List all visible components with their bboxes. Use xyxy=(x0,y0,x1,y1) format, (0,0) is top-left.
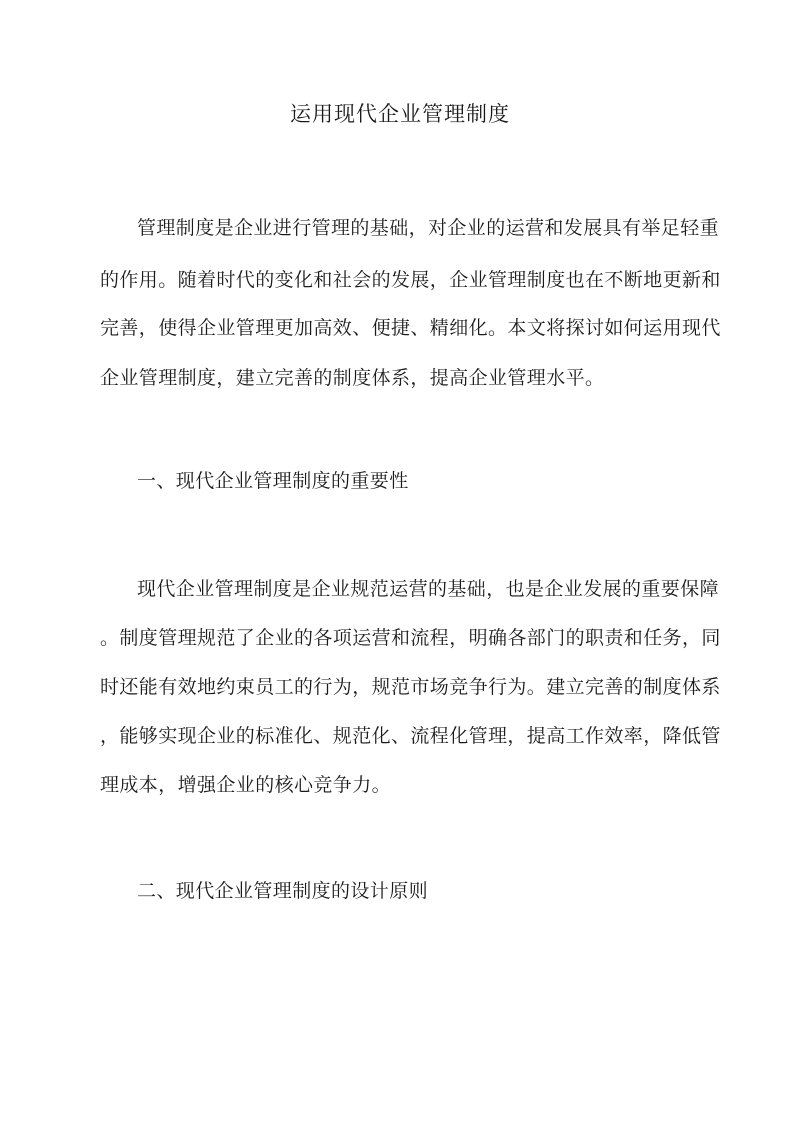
paragraph-line: 时还能有效地约束员工的行为，规范市场竞争行为。建立完善的制度体系 xyxy=(100,676,721,698)
paragraph-line: 现代企业管理制度是企业规范运营的基础，也是企业发展的重要保障 xyxy=(137,578,720,600)
paragraph-line: 的作用。随着时代的变化和社会的发展，企业管理制度也在不断地更新和 xyxy=(100,269,721,291)
section-heading-1: 一、现代企业管理制度的重要性 xyxy=(137,470,409,492)
paragraph-line: 企业管理制度，建立完善的制度体系，提高企业管理水平。 xyxy=(100,367,605,389)
paragraph-line: 完善，使得企业管理更加高效、便捷、精细化。本文将探讨如何运用现代 xyxy=(100,317,721,339)
document-title: 运用现代企业管理制度 xyxy=(290,102,510,126)
paragraph-line: 管理制度是企业进行管理的基础，对企业的运营和发展具有举足轻重 xyxy=(137,217,720,239)
paragraph-line: 。制度管理规范了企业的各项运营和流程，明确各部门的职责和任务，同 xyxy=(100,627,721,649)
paragraph-line: 理成本，增强企业的核心竞争力。 xyxy=(100,774,392,796)
paragraph-line: ，能够实现企业的标准化、规范化、流程化管理，提高工作效率，降低管 xyxy=(100,725,721,747)
section-heading-2: 二、现代企业管理制度的设计原则 xyxy=(137,880,429,902)
